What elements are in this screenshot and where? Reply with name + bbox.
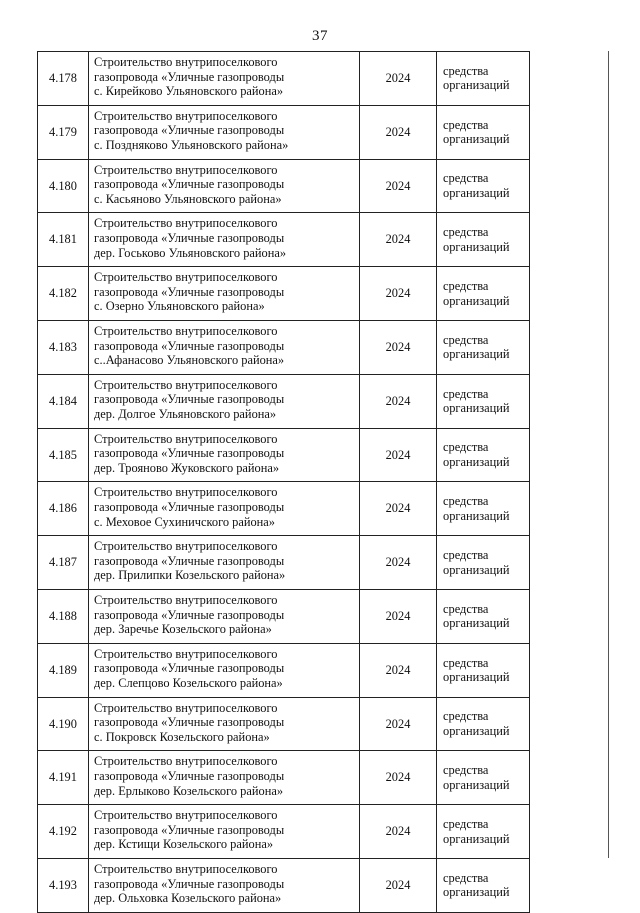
registry-table-body — [38, 52, 530, 913]
implementation-year: 2024 — [360, 374, 437, 428]
project-name-line: газопровода «Уличные газопроводы — [94, 715, 285, 730]
project-name-line: газопровода «Уличные газопроводы — [94, 284, 285, 299]
table-row — [38, 320, 530, 374]
funding-source-line: организаций — [443, 239, 510, 254]
project-name-line: Строительство внутрипоселкового — [94, 808, 278, 823]
funding-source — [437, 643, 530, 697]
project-name-line: дер. Слепцово Козельского района» — [94, 675, 283, 690]
funding-source — [437, 320, 530, 374]
funding-source-line: средства — [443, 171, 489, 186]
funding-source — [437, 697, 530, 751]
table-row — [38, 697, 530, 751]
project-name-line: дер. Долгое Ульяновского района» — [94, 406, 277, 421]
row-number: 4.181 — [38, 213, 89, 267]
project-name-line: дер. Трояново Жуковского района» — [94, 460, 280, 475]
funding-source-line: средства — [443, 440, 489, 455]
funding-source — [437, 159, 530, 213]
table-row — [38, 589, 530, 643]
table-row — [38, 105, 530, 159]
implementation-year: 2024 — [360, 536, 437, 590]
funding-source-line: средства — [443, 332, 489, 347]
project-name-line: дер. Прилипки Козельского района» — [94, 568, 286, 583]
row-number: 4.178 — [38, 52, 89, 106]
project-name — [89, 105, 360, 159]
implementation-year: 2024 — [360, 482, 437, 536]
project-name — [89, 267, 360, 321]
project-name — [89, 428, 360, 482]
table-row — [38, 213, 530, 267]
funding-source — [437, 536, 530, 590]
project-name-line: газопровода «Уличные газопроводы — [94, 338, 285, 353]
row-number: 4.180 — [38, 159, 89, 213]
funding-source-line: средства — [443, 816, 489, 831]
funding-source — [437, 428, 530, 482]
table-row — [38, 374, 530, 428]
funding-source — [437, 589, 530, 643]
project-name — [89, 52, 360, 106]
project-name — [89, 589, 360, 643]
funding-source-line: организаций — [443, 78, 510, 93]
project-name — [89, 805, 360, 859]
project-name-line: газопровода «Уличные газопроводы — [94, 69, 285, 84]
implementation-year: 2024 — [360, 751, 437, 805]
funding-source — [437, 374, 530, 428]
row-number: 4.190 — [38, 697, 89, 751]
funding-source-line: организаций — [443, 831, 510, 846]
table-row — [38, 482, 530, 536]
table-row — [38, 536, 530, 590]
funding-source — [437, 267, 530, 321]
funding-source-line: средства — [443, 63, 489, 78]
project-name-line: Строительство внутрипоселкового — [94, 377, 278, 392]
project-name — [89, 320, 360, 374]
project-name-line: газопровода «Уличные газопроводы — [94, 553, 285, 568]
funding-source-line: организаций — [443, 454, 510, 469]
funding-source-line: организаций — [443, 777, 510, 792]
implementation-year: 2024 — [360, 213, 437, 267]
table-row — [38, 159, 530, 213]
project-name-line: дер. Ольховка Козельского района» — [94, 891, 282, 906]
project-name-line: газопровода «Уличные газопроводы — [94, 607, 285, 622]
implementation-year: 2024 — [360, 159, 437, 213]
project-name-line: газопровода «Уличные газопроводы — [94, 876, 285, 891]
project-name-line: дер. Заречье Козельского района» — [94, 622, 272, 637]
funding-source-line: организаций — [443, 670, 510, 685]
project-name-line: дер. Ерлыково Козельского района» — [94, 783, 284, 798]
project-name-line: газопровода «Уличные газопроводы — [94, 230, 285, 245]
table-row — [38, 428, 530, 482]
funding-source — [437, 213, 530, 267]
project-name — [89, 858, 360, 912]
project-name-line: с. Поздняково Ульяновского района» — [94, 137, 289, 152]
right-margin-rule — [608, 51, 609, 858]
implementation-year: 2024 — [360, 805, 437, 859]
funding-source — [437, 751, 530, 805]
funding-source-line: организаций — [443, 293, 510, 308]
table-row — [38, 805, 530, 859]
project-name-line: с. Кирейково Ульяновского района» — [94, 84, 284, 99]
row-number: 4.188 — [38, 589, 89, 643]
project-name-line: Строительство внутрипоселкового — [94, 646, 278, 661]
implementation-year: 2024 — [360, 52, 437, 106]
funding-source — [437, 805, 530, 859]
row-number: 4.184 — [38, 374, 89, 428]
project-name-line: с. Касьяново Ульяновского района» — [94, 191, 282, 206]
funding-source-line: средства — [443, 655, 489, 670]
project-name-line: Строительство внутрипоселкового — [94, 55, 278, 69]
row-number: 4.182 — [38, 267, 89, 321]
table-row — [38, 858, 530, 912]
project-name-line: с. Покровск Козельского района» — [94, 729, 270, 744]
funding-source-line: организаций — [443, 562, 510, 577]
funding-source-line: средства — [443, 763, 489, 778]
funding-source — [437, 858, 530, 912]
project-name-line: Строительство внутрипоселкового — [94, 108, 278, 123]
project-name-line: газопровода «Уличные газопроводы — [94, 499, 285, 514]
project-name — [89, 751, 360, 805]
table-row — [38, 267, 530, 321]
row-number: 4.183 — [38, 320, 89, 374]
project-name-line: дер. Госьково Ульяновского района» — [94, 245, 287, 260]
funding-source-line: организаций — [443, 508, 510, 523]
funding-source-line: организаций — [443, 885, 510, 900]
project-name-line: Строительство внутрипоселкового — [94, 431, 278, 446]
project-name-line: с..Афанасово Ульяновского района» — [94, 353, 285, 368]
row-number: 4.191 — [38, 751, 89, 805]
funding-source-line: организаций — [443, 185, 510, 200]
table-row — [38, 643, 530, 697]
implementation-year: 2024 — [360, 643, 437, 697]
funding-source-line: средства — [443, 117, 489, 132]
project-name-line: Строительство внутрипоселкового — [94, 270, 278, 285]
implementation-year: 2024 — [360, 858, 437, 912]
implementation-year: 2024 — [360, 697, 437, 751]
project-name — [89, 482, 360, 536]
funding-source — [437, 482, 530, 536]
project-name — [89, 159, 360, 213]
row-number: 4.187 — [38, 536, 89, 590]
row-number: 4.189 — [38, 643, 89, 697]
funding-source — [437, 52, 530, 106]
project-name-line: Строительство внутрипоселкового — [94, 861, 278, 876]
row-number: 4.186 — [38, 482, 89, 536]
funding-source-line: средства — [443, 278, 489, 293]
row-number: 4.179 — [38, 105, 89, 159]
table-row — [38, 751, 530, 805]
funding-source-line: организаций — [443, 401, 510, 416]
row-number: 4.192 — [38, 805, 89, 859]
project-name-line: Строительство внутрипоселкового — [94, 485, 278, 500]
table-row — [38, 52, 530, 106]
project-name-line: газопровода «Уличные газопроводы — [94, 822, 285, 837]
project-name-line: газопровода «Уличные газопроводы — [94, 177, 285, 192]
registry-table — [37, 51, 530, 913]
funding-source-line: средства — [443, 225, 489, 240]
funding-source-line: средства — [443, 709, 489, 724]
funding-source-line: средства — [443, 870, 489, 885]
implementation-year: 2024 — [360, 105, 437, 159]
project-name-line: Строительство внутрипоселкового — [94, 700, 278, 715]
implementation-year: 2024 — [360, 267, 437, 321]
project-name-line: газопровода «Уличные газопроводы — [94, 768, 285, 783]
project-name-line: газопровода «Уличные газопроводы — [94, 661, 285, 676]
project-name-line: газопровода «Уличные газопроводы — [94, 446, 285, 461]
funding-source — [437, 105, 530, 159]
project-name-line: Строительство внутрипоселкового — [94, 216, 278, 231]
project-name-line: газопровода «Уличные газопроводы — [94, 123, 285, 138]
project-name — [89, 213, 360, 267]
funding-source-line: средства — [443, 601, 489, 616]
project-name — [89, 643, 360, 697]
implementation-year: 2024 — [360, 589, 437, 643]
implementation-year: 2024 — [360, 428, 437, 482]
project-name-line: Строительство внутрипоселкового — [94, 539, 278, 554]
project-name-line: с. Озерно Ульяновского района» — [94, 299, 265, 314]
funding-source-line: организаций — [443, 723, 510, 738]
project-name-line: Строительство внутрипоселкового — [94, 323, 278, 338]
funding-source-line: средства — [443, 547, 489, 562]
project-name — [89, 374, 360, 428]
row-number: 4.185 — [38, 428, 89, 482]
project-name-line: газопровода «Уличные газопроводы — [94, 392, 285, 407]
funding-source-line: средства — [443, 386, 489, 401]
project-name-line: Строительство внутрипоселкового — [94, 754, 278, 769]
project-name — [89, 697, 360, 751]
funding-source-line: организаций — [443, 616, 510, 631]
row-number: 4.193 — [38, 858, 89, 912]
project-name — [89, 536, 360, 590]
project-name-line: Строительство внутрипоселкового — [94, 162, 278, 177]
project-name-line: с. Меховое Сухиничского района» — [94, 514, 275, 529]
project-name-line: дер. Кстищи Козельского района» — [94, 837, 274, 852]
funding-source-line: организаций — [443, 347, 510, 362]
funding-source-line: средства — [443, 494, 489, 509]
project-name-line: Строительство внутрипоселкового — [94, 592, 278, 607]
page-number: 37 — [312, 28, 328, 44]
implementation-year: 2024 — [360, 320, 437, 374]
funding-source-line: организаций — [443, 132, 510, 147]
